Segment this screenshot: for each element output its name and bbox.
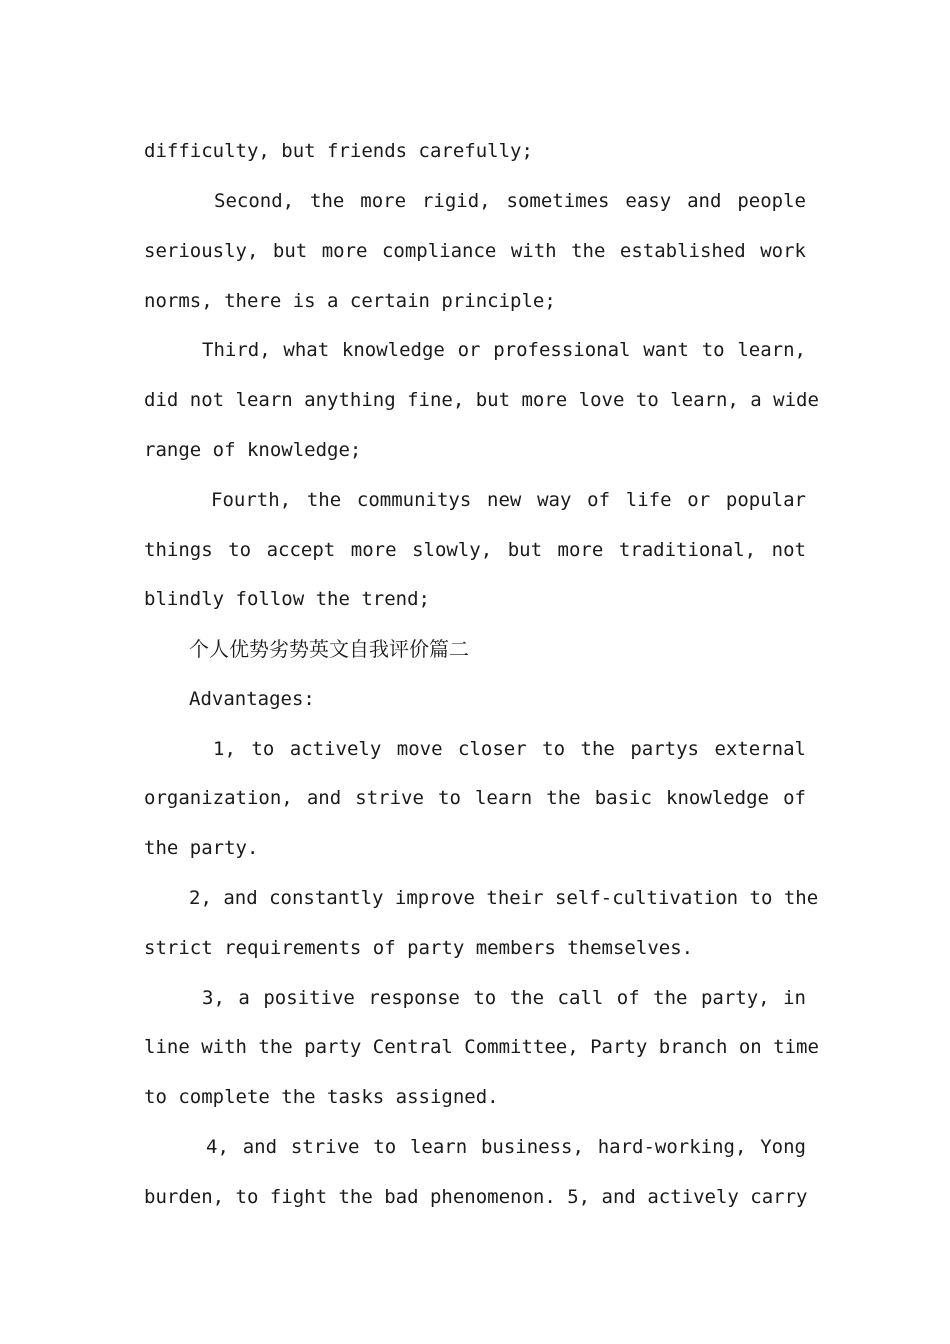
- text-line: Second, the more rigid, sometimes easy and people: [214, 190, 806, 212]
- text-line: Third, what knowledge or professional want to learn,: [202, 339, 806, 361]
- text-line: Advantages:: [189, 688, 315, 710]
- text-line: things to accept more slowly, but more traditional, not: [144, 539, 806, 561]
- text-line: burden, to fight the bad phenomenon. 5, and actively carry: [144, 1186, 808, 1208]
- section-heading: 个人优势劣势英文自我评价篇二: [189, 637, 469, 661]
- text-line: seriously, but more compliance with the established work: [144, 240, 806, 262]
- text-line: 3, a positive response to the call of the party, in: [202, 987, 806, 1009]
- text-line: the party.: [144, 837, 259, 859]
- text-line: strict requirements of party members themselves.: [144, 937, 694, 959]
- text-line: range of knowledge;: [144, 439, 362, 461]
- text-line: difficulty, but friends carefully;: [144, 140, 533, 162]
- text-line: did not learn anything fine, but more love to learn, a wide: [144, 389, 819, 411]
- text-line: blindly follow the trend;: [144, 588, 430, 610]
- text-line: line with the party Central Committee, Party branch on time: [144, 1036, 819, 1058]
- text-line: Fourth, the communitys new way of life or popular: [211, 489, 806, 511]
- text-line: 1, to actively move closer to the partys external: [213, 738, 806, 760]
- text-line: to complete the tasks assigned.: [144, 1086, 499, 1108]
- text-line: 2, and constantly improve their self-cultivation to the: [189, 887, 819, 909]
- text-line: organization, and strive to learn the basic knowledge of: [144, 787, 806, 809]
- text-line: 4, and strive to learn business, hard-working, Yong: [206, 1136, 806, 1158]
- text-line: norms, there is a certain principle;: [144, 290, 556, 312]
